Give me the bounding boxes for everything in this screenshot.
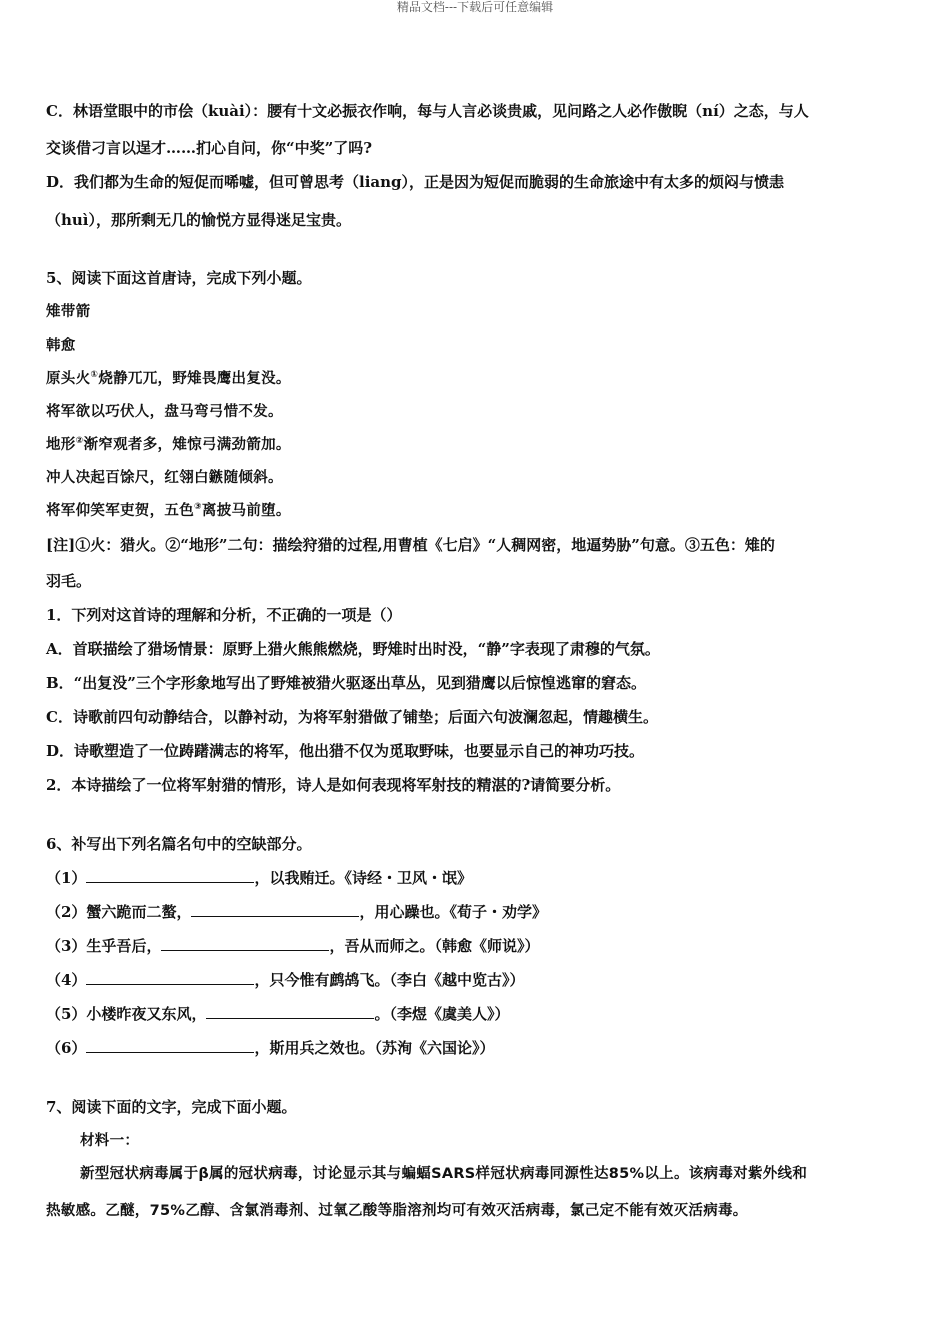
answer-blank-4[interactable] [86,970,254,985]
answer-blank-1[interactable] [86,868,254,883]
option-d-line-2: （huì），那所剩无几的愉悦方显得迷足宝贵。 [46,211,352,229]
poem-line-4: 冲人决起百馀尺，红翎白鏃随倾斜。 [46,470,283,486]
fill-blank-5: （5）小楼昨夜又东风， 。（李煜《虞美人》） [46,1005,510,1023]
option-a: A．首联描绘了猎场情景：原野上猎火熊熊燃烧，野雉时出时没，“静”字表现了肃穆的气氛。 [46,640,660,658]
poem-line-5: 将军仰笑军吏贺，五色③离披马前堕。 [46,502,291,519]
page-header: 精品文档---下载后可任意编辑 [396,0,554,14]
poem-author: 韩愈 [46,338,76,354]
subquestion-1: 1．下列对这首诗的理解和分析，不正确的一项是（） [46,606,402,624]
answer-blank-3[interactable] [161,936,329,951]
question-5-heading: 5、阅读下面这首唐诗，完成下列小题。 [46,269,312,287]
material-1-label: 材料一： [80,1133,140,1149]
fill-blank-1: （1） ，以我贿迁。《诗经・卫风・氓》 [46,869,472,887]
option-d: D．诗歌塑造了一位踌躇满志的将军，他出猎不仅为觅取野味，也要显示自己的神功巧技。 [46,742,645,760]
question-6-heading: 6、补写出下列名篇名句中的空缺部分。 [46,835,312,853]
poem-line-3: 地形②渐窄观者多，雉惊弓满劲箭加。 [46,436,291,453]
fill-blank-3: （3）生乎吾后， ，吾从而师之。（韩愈《师说》） [46,937,540,955]
question-7-heading: 7、阅读下面的文字，完成下面小题。 [46,1098,297,1116]
fill-blank-6: （6） ，斯用兵之效也。（苏洵《六国论》） [46,1039,495,1057]
poem-notes-line-1: [注]①火：猎火。②“地形”二句：描绘狩猎的过程,用曹植《七启》“人稠网密，地逼势胁”句意。③五色：雉的 [46,536,775,554]
material-1-text-line-1: 新型冠状病毒属于β属的冠状病毒，讨论显示其与蝙蝠SARS样冠状病毒同源性达85%以上。该病毒对紫外线和 [80,1166,808,1182]
option-c-line-1: C．林语堂眼中的市侩（kuài）：腰有十文必振衣作响，每与人言必谈贵戚，见问路之人必作傲睨（ní）之态，与人 [46,102,809,120]
footnote-marker-2: ② [75,436,84,447]
fill-blank-4: （4） ，只今惟有鹧鸪飞。（李白《越中览古》） [46,971,525,989]
footnote-marker-3: ③ [194,502,202,513]
footnote-marker-1: ① [90,370,99,381]
answer-blank-6[interactable] [86,1038,254,1053]
poem-notes-line-2: 羽毛。 [46,572,92,590]
option-c: C．诗歌前四句动静结合，以静衬动，为将军射猎做了铺垫；后面六句波澜忽起，情趣横生。 [46,708,658,726]
option-d-line-1: D．我们都为生命的短促而唏嘘，但可曾思考（liang），正是因为短促而脆弱的生命旅途中有太多的烦闷与愤恚 [46,173,785,191]
poem-title: 雉带箭 [46,304,91,320]
fill-blank-2: （2）蟹六跪而二螯， ，用心躁也。《荀子・劝学》 [46,903,547,921]
option-b: B．“出复没”三个字形象地写出了野雉被猎火驱逐出草丛，见到猎鹰以后惊惶逃窜的窘态。 [46,674,646,692]
poem-line-1: 原头火①烧静兀兀，野雉畏鹰出复没。 [46,370,291,387]
answer-blank-5[interactable] [206,1004,374,1019]
poem-line-2: 将军欲以巧伏人，盘马弯弓惜不发。 [46,404,283,420]
material-1-text-line-2: 热敏感。乙醚，75%乙醇、含氯消毒剂、过氧乙酸等脂溶剂均可有效灭活病毒，氯己定不能有效灭活病毒。 [46,1203,748,1219]
subquestion-2: 2．本诗描绘了一位将军射猎的情形，诗人是如何表现将军射技的精湛的?请简要分析。 [46,776,621,794]
option-c-line-2: 交谈借刁言以逞才……扪心自问，你“中奖”了吗? [46,139,373,157]
answer-blank-2[interactable] [191,902,359,917]
